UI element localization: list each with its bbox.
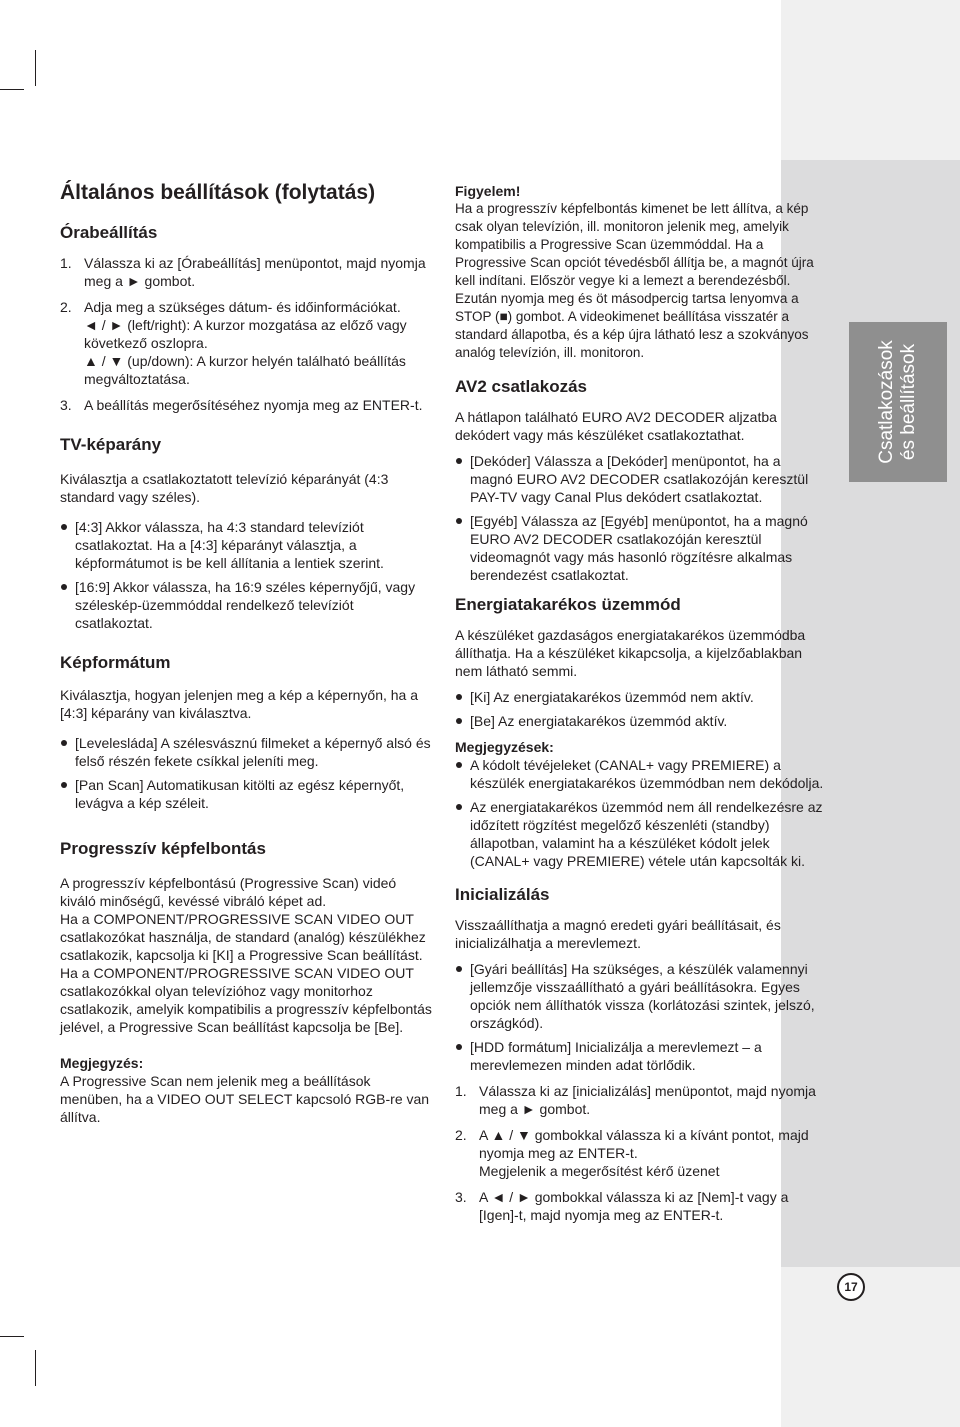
page-title: Általános beállítások (folytatás) (60, 181, 376, 204)
format-intro: Kiválasztja, hogyan jelenjen meg a kép a képernyőn, ha a [4:3] képarány van kiválasztva. (60, 687, 419, 721)
step-text: A beállítás megerősítéséhez nyomja meg az ENTER-t. (84, 397, 423, 413)
step-text: Válassza ki az [Órabeállítás] menüpontot, majd nyomja meg a ► gombot. (84, 255, 426, 289)
bullet-item: [HDD formátum] Inicializálja a merevlemezt – a merevlemezen minden adat törlődik. (455, 1038, 827, 1074)
bullet-item: [4:3] Akkor válassza, ha 4:3 standard televíziót csatlakoztat. Ha a [4:3] képarányt választja, a képformátumot is be kell állítania a lentiek szerint. (60, 518, 435, 572)
step-body (84, 254, 435, 290)
section-tab (849, 322, 947, 482)
sidebar-top-margin (781, 0, 960, 160)
bullet-item: [Be] Az energiatakarékos üzemmód aktív. (455, 712, 827, 730)
progressive-paragraph: A progresszív képfelbontású (Progressive Scan) videó kiváló minőségű, kevéssé vibráló képet ad. (60, 875, 397, 909)
right-column (455, 176, 827, 1232)
warning-heading: Figyelem! (455, 183, 521, 199)
section-heading-format: Képformátum (60, 653, 171, 672)
step-body (479, 1188, 827, 1224)
step-text: ◄ / ► (left/right): A kurzor mozgatása az előző vagy következő oszlopra. (84, 317, 407, 351)
step-text: Megjelenik a megerősítést kérő üzenet (479, 1163, 720, 1179)
step-item (60, 396, 435, 414)
crop-mark (0, 1336, 24, 1337)
progressive-paragraph: Ha a COMPONENT/PROGRESSIVE SCAN VIDEO OUT csatlakozókat használja, de standard (analóg) készülékhez csatlakozik, kapcsolja ki [KI] a Progressive Scan beállítást. (60, 911, 426, 963)
init-steps (455, 1082, 827, 1224)
energy-notes (455, 756, 827, 870)
bullet-item: Az energiatakarékos üzemmód nem áll rendelkezésre az időzített rögzítést megelőző készenléti (standby) állapotban, valamint ha a készüléket kódolt jelek (CANAL+ vagy PREMIERE) vétele után kapcsolták ki. (455, 798, 827, 870)
section-heading-av2: AV2 csatlakozás (455, 377, 587, 396)
step-number: 2. (455, 1127, 467, 1143)
section-heading-clock: Órabeállítás (60, 223, 158, 242)
step-number: 1. (455, 1083, 467, 1099)
av2-intro: A hátlapon található EURO AV2 DECODER aljzatba dekódert vagy más készüléket csatlakoztathat. (455, 409, 777, 443)
sidebar-bottom-margin (781, 1267, 960, 1427)
aspect-options (60, 518, 435, 632)
step-text: A ◄ / ► gombokkal válassza ki az [Nem]-t vagy a [Igen]-t, majd nyomja meg az ENTER-t. (479, 1189, 789, 1223)
step-body (84, 298, 435, 388)
bullet-item: [Egyéb] Válassza az [Egyéb] menüpontot, ha a magnó EURO AV2 DECODER csatlakozóján keresztül videomagnót vagy más hasonló rögzítésre alkalmas berendezést csatlakoztat. (455, 512, 827, 584)
step-item (455, 1082, 827, 1118)
step-text: A ▲ / ▼ gombokkal válassza ki a kívánt pontot, majd nyomja meg az ENTER-t. (479, 1127, 809, 1161)
step-text: ▲ / ▼ (up/down): A kurzor helyén található beállítás megváltoztatása. (84, 353, 406, 387)
section-heading-progressive: Progresszív képfelbontás (60, 839, 266, 858)
crop-mark (35, 1350, 36, 1386)
step-item (60, 254, 435, 290)
bullet-item: [Dekóder] Válassza a [Dekóder] menüpontot, ha a magnó EURO AV2 DECODER csatlakozóján keresztül PAY-TV vagy Canal Plus dekódert csatlakoztat. (455, 452, 827, 506)
section-heading-aspect: TV-képarány (60, 435, 162, 454)
clock-steps (60, 254, 435, 414)
bullet-item: [Pan Scan] Automatikusan kitölti az egész képernyőt, levágva a kép széleit. (60, 776, 435, 812)
bullet-item: [Gyári beállítás] Ha szükséges, a készülék valamennyi jellemzője visszaállítható a gyári beállításokra. Egyes opciók nem állíthatók vissza (korlátozási szintek, jelszó, országkód). (455, 960, 827, 1032)
bullet-item: [16:9] Akkor válassza, ha 16:9 széles képernyőjű, vagy széleskép-üzemmóddal rendelkező televíziót csatlakoztat. (60, 578, 435, 632)
bullet-item: [Ki] Az energiatakarékos üzemmód nem aktív. (455, 688, 827, 706)
step-body (479, 1126, 827, 1180)
note-text: A Progressive Scan nem jelenik meg a beállítások menüben, ha a VIDEO OUT SELECT kapcsoló RGB-re van állítva. (60, 1073, 430, 1125)
av2-options (455, 452, 827, 584)
format-options (60, 734, 435, 812)
step-item (455, 1188, 827, 1224)
progressive-paragraph: Ha a COMPONENT/PROGRESSIVE SCAN VIDEO OUT csatlakozókkal olyan televízióhoz vagy monitorhoz csatlakozik, amelyik kompatibilis a progresszív képfelbontás jelével, a Progressive Scan beállítást kapcsolja be [Be]. (60, 965, 432, 1035)
step-body (479, 1082, 827, 1118)
tab-label-line: Csatlakozások (876, 340, 897, 464)
bullet-item: A kódolt tévéjeleket (CANAL+ vagy PREMIERE) a készülék energiatakarékos üzemmódban nem dekódolja. (455, 756, 827, 792)
section-tab-label (876, 340, 920, 464)
init-intro: Visszaállíthatja a magnó eredeti gyári beállításait, és inicializálhatja a merevlemezt. (455, 917, 781, 951)
notes-heading: Megjegyzések: (455, 739, 554, 755)
step-text: Adja meg a szükséges dátum- és időinformációkat. (84, 299, 401, 315)
step-body (84, 396, 435, 414)
aspect-intro: Kiválasztja a csatlakoztatott televízió képarányát (4:3 standard vagy széles). (60, 471, 389, 505)
section-heading-init: Inicializálás (455, 885, 550, 904)
energy-intro: A készüléket gazdaságos energiatakarékos üzemmódba állíthatja. Ha a készüléket kikapcsolja, a kijelzőablakban nem látható semmi. (455, 627, 806, 679)
step-number: 3. (60, 397, 72, 413)
step-text: Válassza ki az [inicializálás] menüpontot, majd nyomja meg a ► gombot. (479, 1083, 816, 1117)
section-heading-energy: Energiatakarékos üzemmód (455, 595, 681, 614)
step-number: 1. (60, 255, 72, 271)
step-item (60, 298, 435, 388)
init-options (455, 960, 827, 1074)
crop-mark (0, 89, 24, 90)
step-number: 2. (60, 299, 72, 315)
step-item (455, 1126, 827, 1180)
warning-text: Ha a progresszív képfelbontás kimenet be lett állítva, a kép csak olyan televízión, ill. monitoron jelenik meg, amelyik kompatibilis a Progressive Scan üzemmóddal. Ha a Progressive Scan opciót tévedésből állítja be, a magnót újra kell indítani. Először vegye ki a lemezt a berendezésből. Ezután nyomja meg és öt másodpercig tartsa lenyomva a STOP (■) gombot. A videokimenet beállítása visszatér a standard állapotba, és a kép újra látható lesz a szokványos analóg televízión, ill. monitoron. (455, 201, 814, 360)
note-heading: Megjegyzés: (60, 1055, 144, 1071)
left-column (60, 176, 435, 1134)
crop-mark (35, 50, 36, 86)
tab-label-line: és beállítások (898, 343, 919, 461)
step-number: 3. (455, 1189, 467, 1205)
bullet-item: [Levelesláda] A szélesvásznú filmeket a képernyő alsó és felső részén fekete csíkkal jeleníti meg. (60, 734, 435, 770)
energy-options (455, 688, 827, 730)
page-number: 17 (837, 1273, 865, 1301)
